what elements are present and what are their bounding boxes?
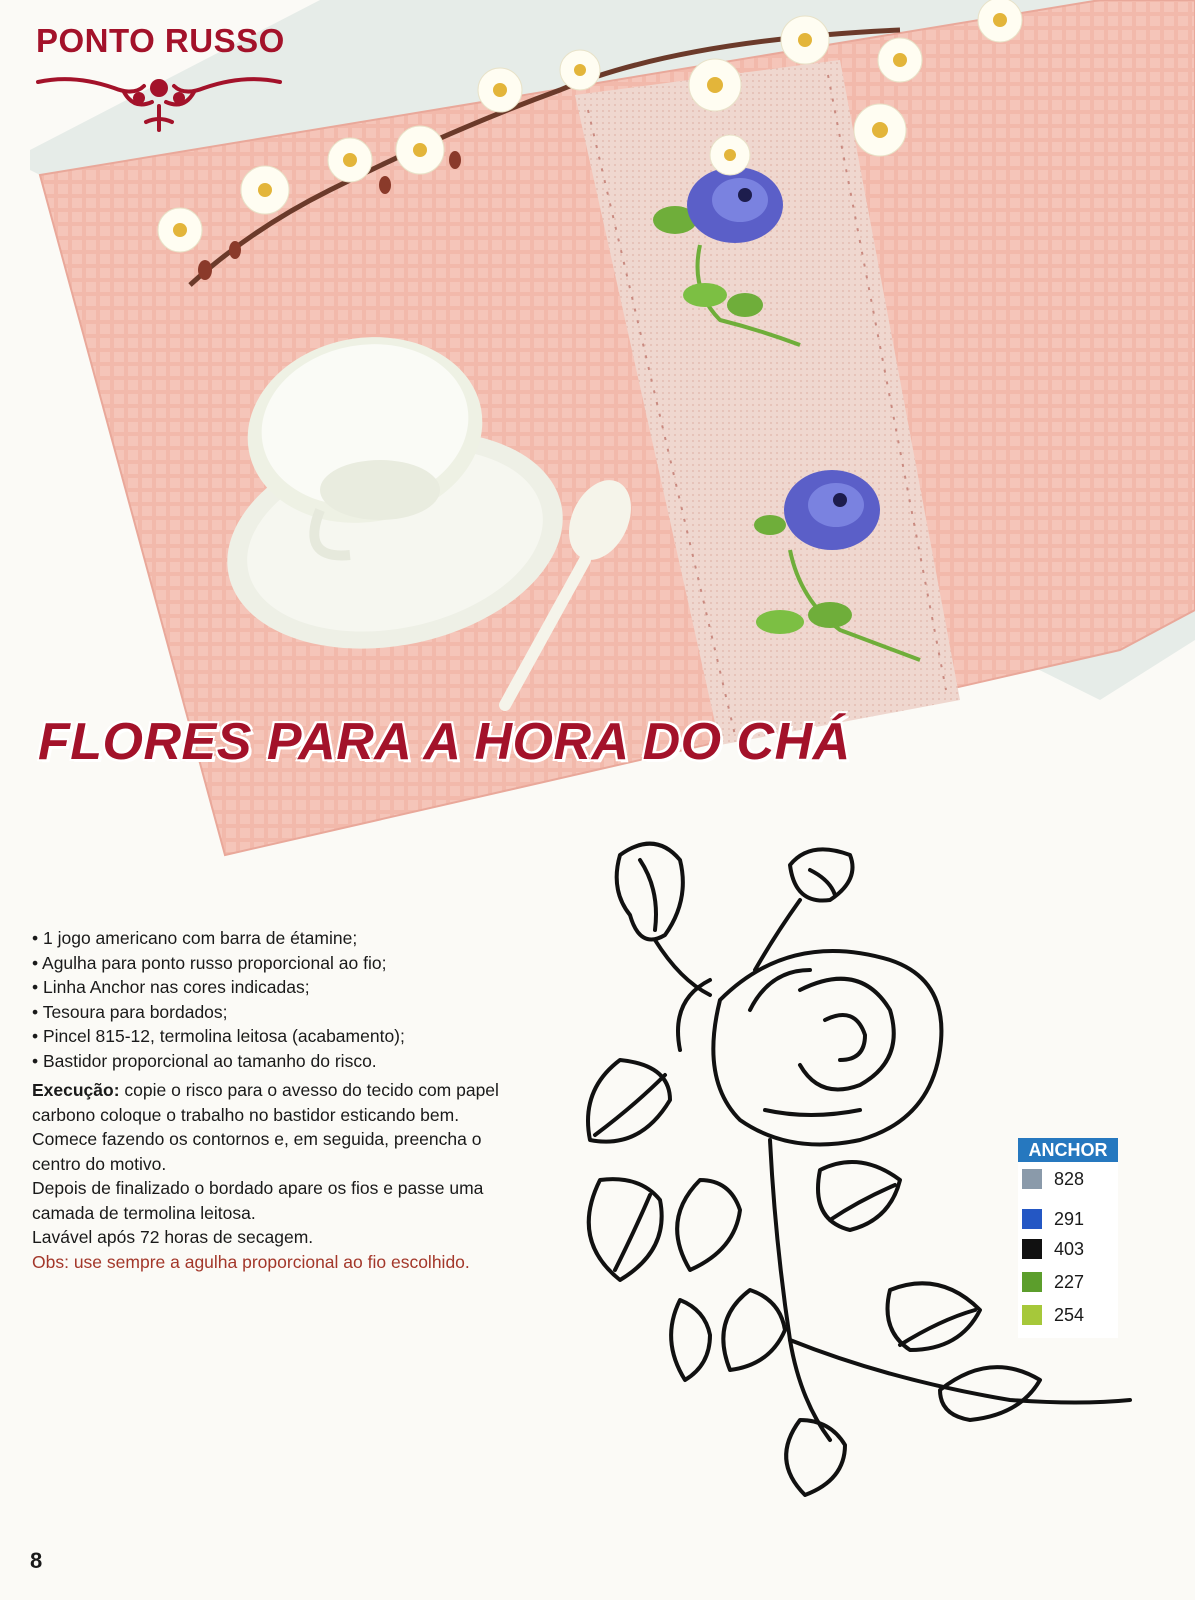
color-swatch xyxy=(1022,1272,1042,1292)
scroll-ornament-icon xyxy=(34,66,284,138)
headline: FLORES PARA A HORA DO CHÁ xyxy=(38,713,851,771)
obs-note: Obs: use sempre a agulha proporcional ao fio escolhido. xyxy=(32,1251,470,1272)
color-swatch xyxy=(1022,1305,1042,1325)
instructions xyxy=(32,1078,502,1274)
color-code: 227 xyxy=(1054,1272,1085,1292)
list-item: • Agulha para ponto russo proporcional ao fio; xyxy=(32,951,502,976)
materials-list xyxy=(32,926,502,1073)
color-swatch xyxy=(1022,1239,1042,1259)
legend-row xyxy=(1018,1206,1118,1232)
color-swatch xyxy=(1022,1169,1042,1189)
color-code: 291 xyxy=(1054,1209,1085,1229)
legend-row xyxy=(1018,1236,1118,1262)
list-item: • Pincel 815-12, termolina leitosa (acabamento); xyxy=(32,1024,502,1049)
execution-paragraph xyxy=(32,1078,502,1176)
anchor-color-legend xyxy=(1018,1138,1118,1338)
list-item: • 1 jogo americano com barra de étamine; xyxy=(32,926,502,951)
color-code: 828 xyxy=(1054,1169,1085,1189)
section-title: PONTO RUSSO xyxy=(36,22,285,59)
color-code: 254 xyxy=(1054,1305,1085,1325)
execution-label: Execução: xyxy=(32,1080,120,1100)
list-item: • Bastidor proporcional ao tamanho do risco. xyxy=(32,1049,502,1074)
finish-paragraph: Depois de finalizado o bordado apare os fios e passe uma camada de termolina leitosa. xyxy=(32,1178,484,1223)
wash-paragraph: Lavável após 72 horas de secagem. xyxy=(32,1227,314,1247)
legend-row xyxy=(1018,1166,1118,1192)
page-number: 8 xyxy=(30,1548,43,1573)
list-item: • Linha Anchor nas cores indicadas; xyxy=(32,975,502,1000)
color-swatch xyxy=(1022,1209,1042,1229)
legend-row xyxy=(1018,1269,1118,1295)
legend-title: ANCHOR xyxy=(1018,1138,1118,1162)
list-item: • Tesoura para bordados; xyxy=(32,1000,502,1025)
color-code: 403 xyxy=(1054,1239,1085,1259)
legend-row xyxy=(1018,1302,1118,1328)
execution-text: copie o risco para o avesso do tecido com papel carbono coloque o trabalho no bastidor esticando bem. Comece fazendo os contornos e, em seguida, preencha o centro do motivo. xyxy=(32,1080,499,1174)
